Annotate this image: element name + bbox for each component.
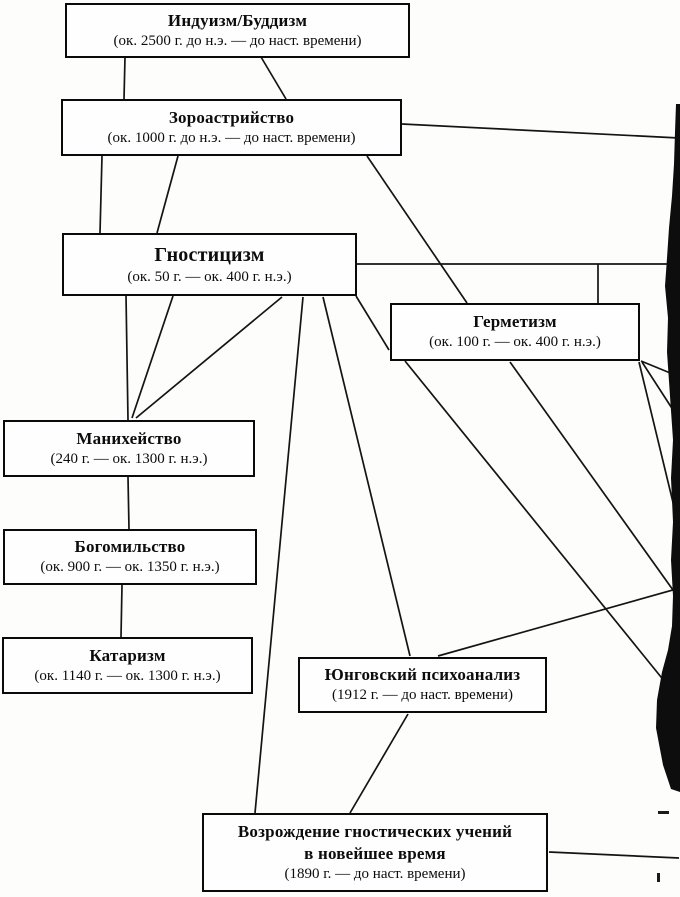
node-dates: (ок. 1000 г. до н.э. — до наст. времени) bbox=[107, 129, 356, 146]
edge-hinduism-to-zoroastrianism-left bbox=[124, 57, 125, 99]
edge-gnosticism-to-revival bbox=[255, 297, 303, 813]
edge-zoroastrianism-to-hermeticism bbox=[367, 156, 467, 303]
node-title: Герметизм bbox=[473, 312, 557, 332]
node-dates: (ок. 100 г. — ок. 400 г. н.э.) bbox=[429, 334, 601, 351]
node-title: Катаризм bbox=[89, 645, 166, 665]
edge-hermeticism-to-lower-right-long bbox=[405, 361, 678, 698]
node-title: Богомильство bbox=[74, 537, 186, 557]
node-dates: (ок. 50 г. — ок. 400 г. н.э.) bbox=[127, 268, 292, 285]
edge-manichaeism-to-bogomilism bbox=[128, 477, 129, 529]
node-gnostic-revival bbox=[202, 813, 548, 892]
node-hinduism-buddhism bbox=[65, 3, 410, 58]
edge-bogomilism-to-catharism bbox=[121, 585, 122, 637]
edge-gnosticism-to-hermeticism-corner bbox=[356, 296, 389, 350]
edge-zoroastrianism-to-gnosticism-left bbox=[100, 156, 102, 233]
edge-gnosticism-to-manichaeism-v bbox=[126, 295, 128, 420]
node-dates: (1890 г. — до наст. времени) bbox=[284, 865, 466, 882]
node-bogomilism bbox=[3, 529, 257, 585]
edge-gnosticism-to-manichaeism-d2 bbox=[136, 297, 282, 418]
scan-noise-tick bbox=[657, 873, 660, 882]
node-title: Манихейство bbox=[76, 428, 182, 448]
edge-revival-to-right-edge bbox=[549, 852, 679, 858]
edge-zoroastrianism-to-right-edge bbox=[402, 124, 679, 138]
node-title: Возрождение гностических учений bbox=[237, 821, 513, 841]
node-dates: (ок. 2500 г. до н.э. — до наст. времени) bbox=[113, 32, 362, 49]
node-zoroastrianism bbox=[61, 99, 402, 156]
node-title-line2: в новейшее время bbox=[304, 843, 446, 863]
node-title: Зороастрийство bbox=[168, 107, 295, 127]
edge-jungian-to-revival bbox=[350, 714, 408, 813]
node-dates: (240 г. — ок. 1300 г. н.э.) bbox=[50, 450, 208, 467]
node-title: Индуизм/Буддизм bbox=[167, 10, 308, 30]
edge-gnosticism-to-manichaeism-d1 bbox=[132, 296, 173, 418]
node-dates: (1912 г. — до наст. времени) bbox=[331, 687, 514, 704]
node-dates: (ок. 900 г. — ок. 1350 г. н.э.) bbox=[40, 559, 220, 576]
scan-noise-dash bbox=[658, 811, 669, 814]
node-jungian-psychoanalysis bbox=[298, 657, 547, 713]
edge-hermeticism-to-right-mid bbox=[510, 362, 678, 597]
node-title: Юнговский психоанализ bbox=[324, 665, 521, 685]
node-manichaeism bbox=[3, 420, 255, 477]
node-dates: (ок. 1140 г. — ок. 1300 г. н.э.) bbox=[34, 667, 221, 684]
node-gnosticism bbox=[62, 233, 357, 296]
node-title: Гностицизм bbox=[154, 243, 265, 266]
edge-hinduism-to-zoroastrianism-right bbox=[261, 57, 286, 99]
node-hermeticism bbox=[390, 303, 640, 361]
node-catharism bbox=[2, 637, 253, 694]
edge-zoroastrianism-to-gnosticism-diag bbox=[157, 156, 178, 233]
edge-jungian-to-right-edge bbox=[438, 588, 680, 656]
